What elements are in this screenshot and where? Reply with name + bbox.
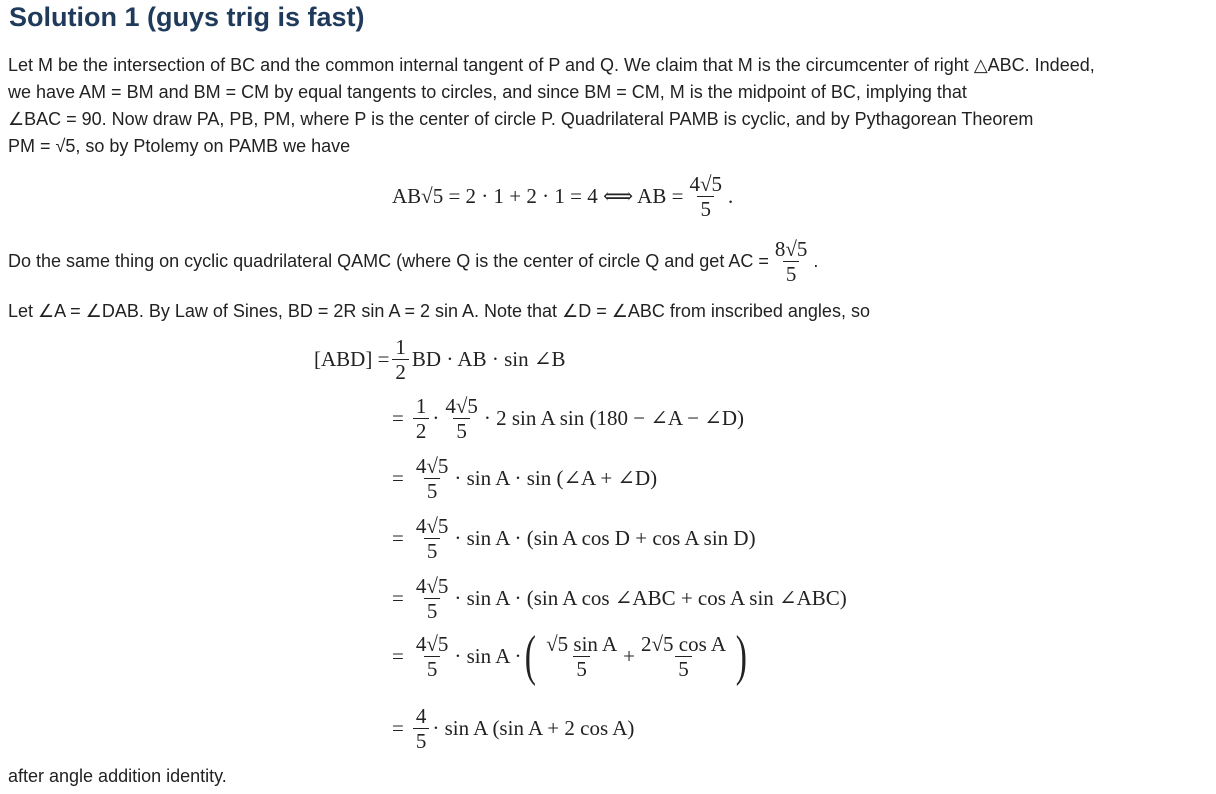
step-4-rest: · sin A · (sin A cos ∠ABC + cos A sin ∠ABC) [454, 586, 847, 610]
fraction-numerator: 4√5 [445, 394, 478, 418]
fraction-denominator: 5 [573, 656, 590, 681]
closing-text: after angle addition identity. [8, 766, 227, 786]
fraction-numerator: 4√5 [415, 574, 449, 598]
equals-sign: = [392, 526, 404, 550]
fraction-denominator: 5 [424, 538, 441, 563]
cos-fraction [638, 632, 729, 681]
fraction-numerator: √5 sin A [546, 631, 618, 656]
four-fifths-fraction [413, 704, 430, 753]
fraction-denominator: 5 [424, 656, 441, 681]
root-fraction [413, 574, 452, 623]
fraction-numerator: 2√5 cos A [641, 631, 727, 656]
fraction-denominator: 5 [783, 261, 800, 286]
fraction-numerator: 8√5 [774, 237, 808, 261]
root-fraction [442, 394, 481, 443]
equals-sign: = [392, 716, 404, 740]
root-fraction [413, 632, 452, 681]
fraction-denominator: 5 [413, 728, 430, 753]
half-fraction [413, 394, 430, 443]
fraction-numerator: 1 [415, 394, 427, 418]
left-paren: ( [525, 625, 537, 687]
step-5-mid: · sin A · [454, 643, 522, 668]
area-lhs: [ABD] = [314, 347, 390, 371]
paragraph-line-3: ∠BAC = 90. Now draw PA, PB, PM, where P is the center of circle P. Quadrilateral PAMB is cyclic, and by Pythagorean Theorem [8, 109, 1034, 129]
step-6-rest: · sin A (sin A + 2 cos A) [432, 716, 635, 740]
plus-sign: + [623, 643, 636, 668]
step-1-rest: · 2 sin A sin (180 − ∠A − ∠D) [483, 406, 745, 430]
fraction-numerator: 4√5 [689, 172, 722, 196]
fraction-numerator: 4 [415, 704, 427, 728]
derivation-step-1: = $\frac{1}{2}$ · $\frac{4√5}{5}$ · 2 sin A sin (180 − ∠A − ∠D) [392, 394, 745, 443]
derivation-step-0 [314, 335, 565, 384]
paragraph-line-2: we have AM = BM and BM = CM by equal tangents to circles, and since BM = CM, M is the midpoint of BC, implying that [8, 82, 967, 102]
equals-sign: = [392, 406, 404, 430]
fraction-denominator: 2 [392, 359, 409, 384]
fraction-numerator: 4√5 [415, 631, 449, 656]
sin-fraction [543, 632, 620, 681]
solution-title: Solution 1 (guys trig is fast) [9, 2, 365, 32]
derivation-step-5 [386, 625, 751, 687]
fraction-denominator: 5 [424, 598, 441, 623]
half-fraction [392, 335, 409, 384]
step-0-rest: BD · AB · sin ∠B [411, 347, 566, 371]
step-3-rest: · sin A · (sin A cos D + cos A sin D) [454, 526, 756, 550]
step-2-rest: · sin A · sin (∠A + ∠D) [454, 466, 658, 490]
equals-sign: = [392, 643, 404, 668]
right-paren: ) [735, 625, 747, 687]
paragraph-2-text: Do the same thing on cyclic quadrilateral QAMC (where Q is the center of circle Q and get AC = [8, 251, 769, 271]
derivation-step-2 [386, 454, 657, 503]
root-fraction [413, 454, 452, 503]
equals-sign: = [392, 586, 404, 610]
ptolemy-equation [392, 172, 733, 221]
derivation-step-6 [386, 704, 634, 753]
root-fraction [413, 514, 452, 563]
fraction-denominator: 2 [413, 418, 430, 443]
paragraph-2 [8, 237, 818, 286]
fraction-denominator: 5 [697, 196, 714, 221]
ab-fraction [686, 172, 725, 221]
paragraph-line-4: PM = √5, so by Ptolemy on PAMB we have [8, 136, 351, 156]
fraction-denominator: 5 [453, 418, 470, 443]
fraction-numerator: 4√5 [415, 454, 449, 478]
fraction-numerator: 4√5 [415, 514, 449, 538]
ptolemy-lhs: AB√5 = 2 · 1 + 2 · 1 = 4 ⟺ AB = [392, 184, 684, 208]
paragraph-3: Let ∠A = ∠DAB. By Law of Sines, BD = 2R sin A = 2 sin A. Note that ∠D = ∠ABC from inscribed angles, so [8, 301, 870, 321]
derivation-step-3 [386, 514, 756, 563]
equation-period: . [727, 184, 734, 208]
fraction-denominator: 5 [424, 478, 441, 503]
paragraph-line-1: Let M be the intersection of BC and the common internal tangent of P and Q. We claim that M is the circumcenter of right △ABC. Indeed, [8, 55, 1095, 75]
fraction-numerator: 1 [395, 335, 406, 359]
fraction-denominator: 5 [675, 656, 692, 681]
ac-fraction [772, 237, 811, 286]
equals-sign: = [392, 466, 404, 490]
paragraph-2-period: . [813, 251, 819, 271]
derivation-step-4 [386, 574, 847, 623]
